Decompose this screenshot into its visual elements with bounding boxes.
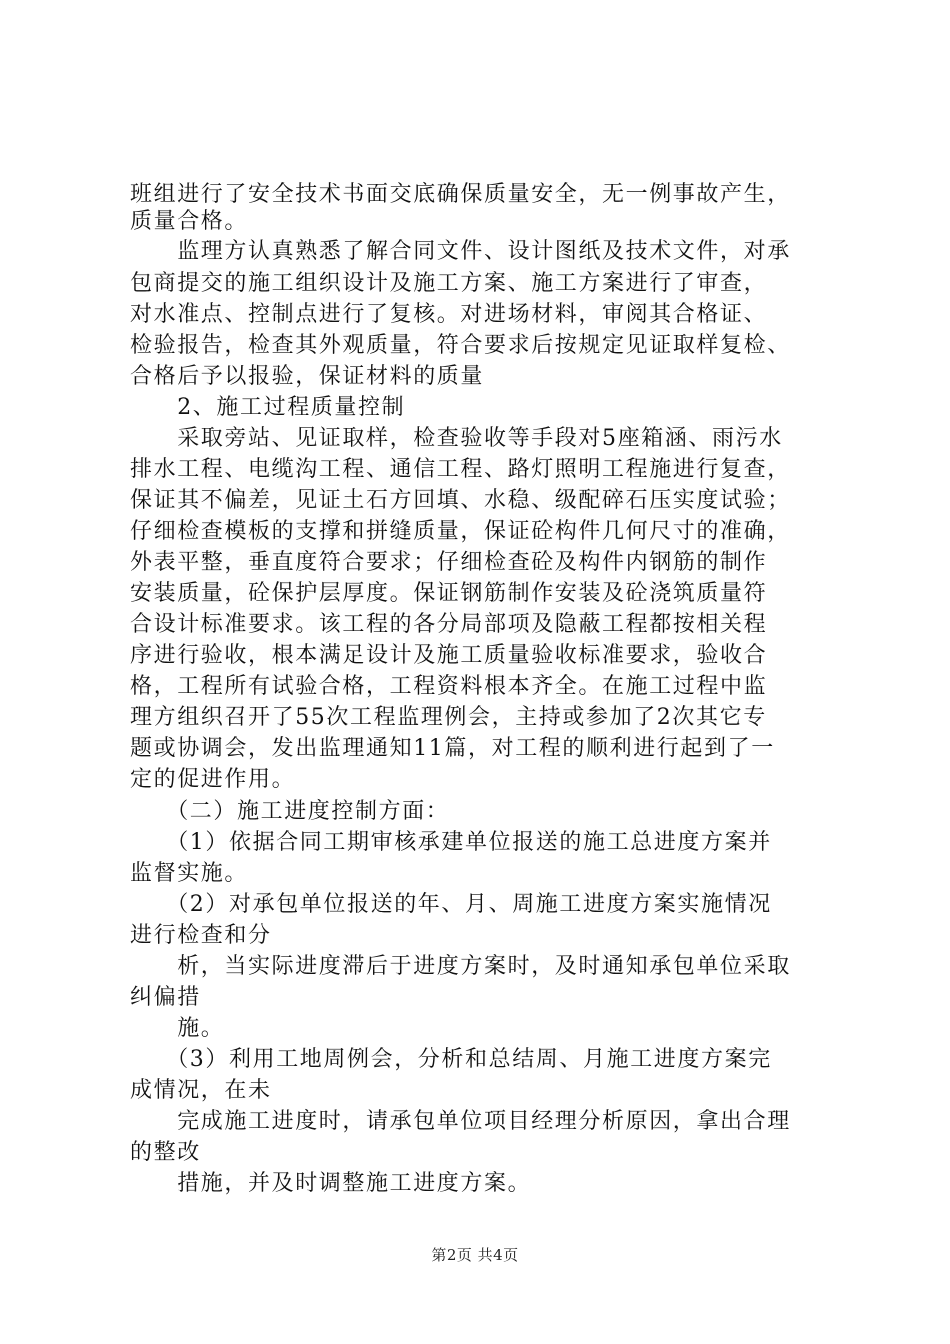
text-line: 对水准点、控制点进行了复核。对进场材料，审阅其合格证、 — [130, 302, 768, 327]
text-line: 监督实施。 — [130, 861, 249, 886]
text-line: 监理方认真熟悉了解合同文件、设计图纸及技术文件，对承 — [130, 239, 791, 264]
text-line: 格，工程所有试验合格，工程资料根本齐全。在施工过程中监 — [130, 674, 768, 699]
section-heading: （二）施工进度控制方面： — [130, 799, 450, 824]
text-line: （1）依据合同工期审核承建单位报送的施工总进度方案并 — [130, 830, 772, 855]
text-line: （3）利用工地周例会，分析和总结周、月施工进度方案完 — [130, 1047, 772, 1072]
text-line: （2）对承包单位报送的年、月、周施工进度方案实施情况 — [130, 892, 772, 917]
text-line: 安装质量，砼保护层厚度。保证钢筋制作安装及砼浇筑质量符 — [130, 581, 768, 606]
text-line: 题或协调会，发出监理通知11篇，对工程的顺利进行起到了一 — [130, 736, 775, 761]
text-line: 排水工程、电缆沟工程、通信工程、路灯照明工程施进行复查， — [130, 457, 791, 482]
text-line: 定的促进作用。 — [130, 767, 296, 792]
text-line: 成情况，在未 — [130, 1078, 272, 1103]
text-line: 班组进行了安全技术书面交底确保质量安全，无一例事故产生， — [130, 182, 791, 207]
text-line: 完成施工进度时，请承包单位项目经理分析原因，拿出合理 — [130, 1109, 791, 1134]
text-line: 采取旁站、见证取样，检查验收等手段对5座箱涵、雨污水 — [130, 426, 783, 451]
text-line: 理方组织召开了55次工程监理例会，主持或参加了2次其它专 — [130, 705, 767, 730]
text-line: 仔细检查模板的支撑和拼缝质量，保证砼构件几何尺寸的准确， — [130, 519, 791, 544]
text-line: 包商提交的施工组织设计及施工方案、施工方案进行了审查， — [130, 271, 768, 296]
text-line: 序进行验收，根本满足设计及施工质量验收标准要求，验收合 — [130, 643, 768, 668]
text-line: 检验报告，检查其外观质量，符合要求后按规定见证取样复检、 — [130, 333, 791, 358]
text-line: 进行检查和分 — [130, 923, 272, 948]
text-line: 的整改 — [130, 1140, 201, 1165]
text-line: 施。 — [130, 1016, 225, 1041]
text-line: 措施，并及时调整施工进度方案。 — [130, 1171, 532, 1196]
section-heading: 2、施工过程质量控制 — [130, 395, 406, 420]
text-line: 保证其不偏差，见证土石方回填、水稳、级配碎石压实度试验； — [130, 488, 791, 513]
page-footer: 第2页 共4页 — [431, 1246, 519, 1264]
text-line: 合格后予以报验，保证材料的质量 — [130, 364, 485, 389]
text-line: 合设计标准要求。该工程的各分局部项及隐蔽工程都按相关程 — [130, 612, 768, 637]
text-line: 纠偏措 — [130, 985, 201, 1010]
text-line: 质量合格。 — [130, 209, 249, 234]
text-line: 外表平整，垂直度符合要求；仔细检查砼及构件内钢筋的制作 — [130, 550, 768, 575]
text-line: 析，当实际进度滞后于进度方案时，及时通知承包单位采取 — [130, 954, 791, 979]
